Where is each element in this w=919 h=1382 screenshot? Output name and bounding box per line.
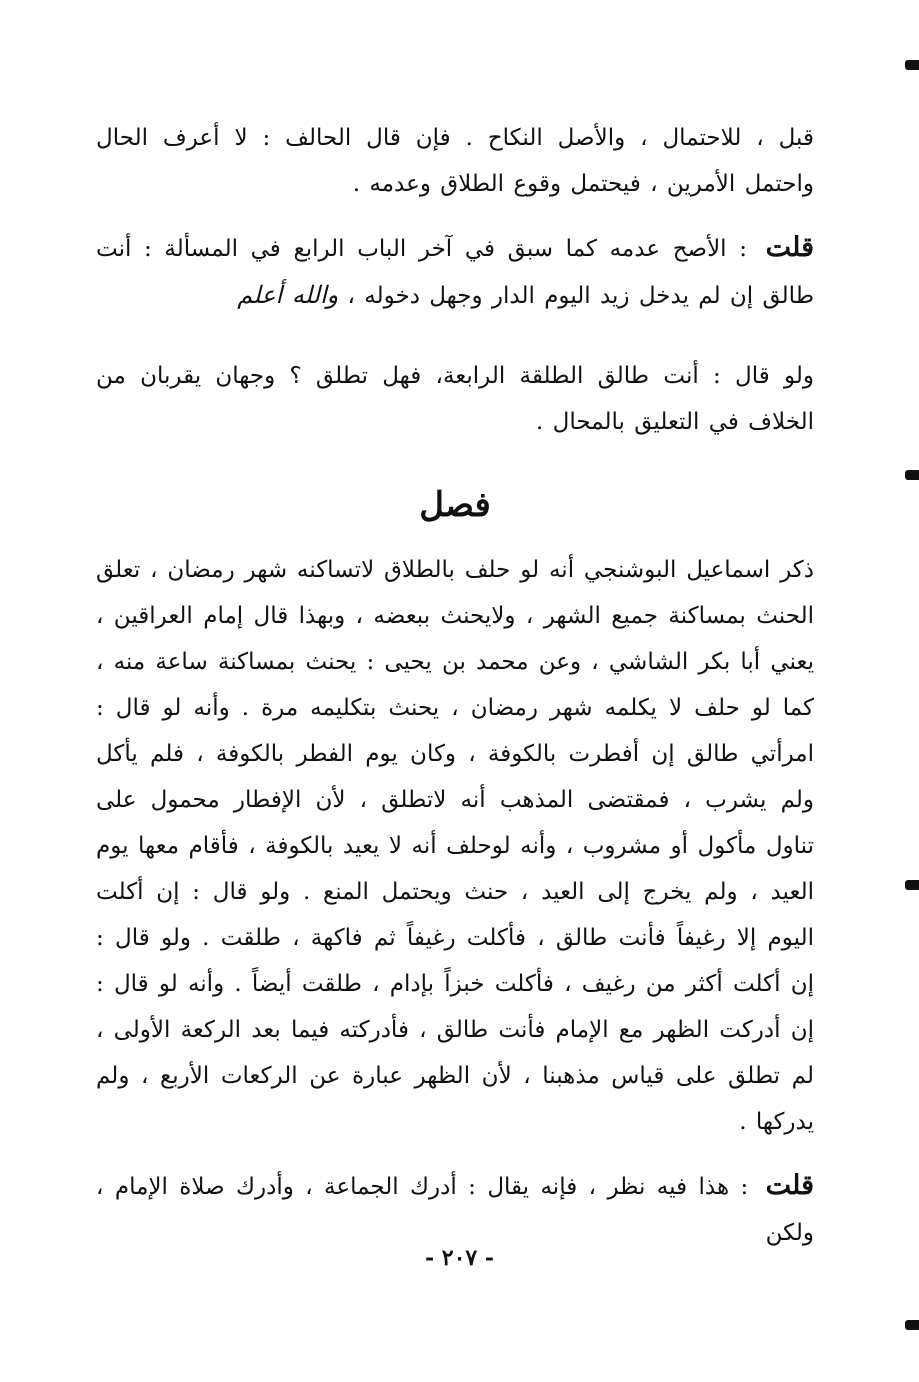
qult-lead-word-2: قلت — [765, 1170, 814, 1201]
section-paragraph-1-text: ذكر اسماعيل البوشنجي أنه لو حلف بالطلاق لاتساكنه شهر رمضان ، تعلق الحنث بمساكنة جميع الشهر ، ولايحنث ببعضه ، وبهذا قال إمام العراقين ، يعني أبا بكر الشاشي ، وعن محمد بن يحيى : يحنث بمساكنة ساعة منه ، كما لو حلف لا يكلمه شهر رمضان ، يحنث بتكليمه مرة . وأنه لو قال : امرأتي طالق إن أفطرت بالكوفة ، وكان يوم الفطر بالكوفة ، فلم يأكل ولم يشرب ، فمقتضى المذهب أنه لاتطلق ، لأن الإفطار محمول على تناول مأكول أو مشروب ، وأنه لوحلف أنه لا يعيد بالكوفة ، فأقام معها يوم العيد ، ولم يخرج إلى العيد ، حنث ويحتمل المنع . ولو قال : إن أكلت اليوم إلا رغيفاً فأنت طالق ، فأكلت رغيفاً ثم فاكهة ، طلقت . ولو قال : إن أكلت أكثر من رغيف ، فأكلت خبزاً بإدام ، طلقت أيضاً . وأنه لو قال : إن أدركت الظهر مع الإمام فأنت طالق ، فأدركته فيما بعد الركعة الأولى ، لم تطلق على قياس مذهبنا ، لأن الظهر عبارة عن الركعات الأربع ، ولم يدركها . — [96, 557, 814, 1135]
page-number: - ٢٠٧ - — [424, 1245, 495, 1271]
scan-edge-mark — [905, 60, 919, 70]
document-page — [96, 115, 814, 1256]
paragraph-1 — [96, 115, 814, 207]
paragraph-3-text: ولو قال : أنت طالق الطلقة الرابعة، فهل تطلق ؟ وجهان يقربان من الخلاف في التعليق بالمحال . — [96, 363, 814, 435]
scan-edge-mark — [905, 470, 919, 480]
section-paragraph-2-text: : هذا فيه نظر ، فإنه يقال : أدرك الجماعة ، وأدرك صلاة الإمام ، ولكن — [96, 1174, 814, 1246]
section-paragraph-1 — [96, 547, 814, 1145]
paragraph-2 — [96, 225, 814, 319]
paragraph-2-text: : الأصح عدمه كما سبق في آخر الباب الرابع في المسألة : أنت طالق إن لم يدخل زيد اليوم الدار وجهل دخوله ، — [96, 236, 814, 309]
qult-lead-word: قلت — [765, 232, 814, 263]
scan-edge-mark — [905, 1320, 919, 1330]
wallahu-alam-phrase: والله أعلم — [237, 281, 339, 309]
paragraph-1-text: قبل ، للاحتمال ، والأصل النكاح . فإن قال الحالف : لا أعرف الحال واحتمل الأمرين ، فيحتمل وقوع الطلاق وعدمه . — [96, 125, 814, 197]
section-heading: فصل — [419, 485, 491, 525]
scan-edge-mark — [905, 880, 919, 890]
paragraph-3 — [96, 353, 814, 445]
section-paragraph-2 — [96, 1163, 814, 1256]
